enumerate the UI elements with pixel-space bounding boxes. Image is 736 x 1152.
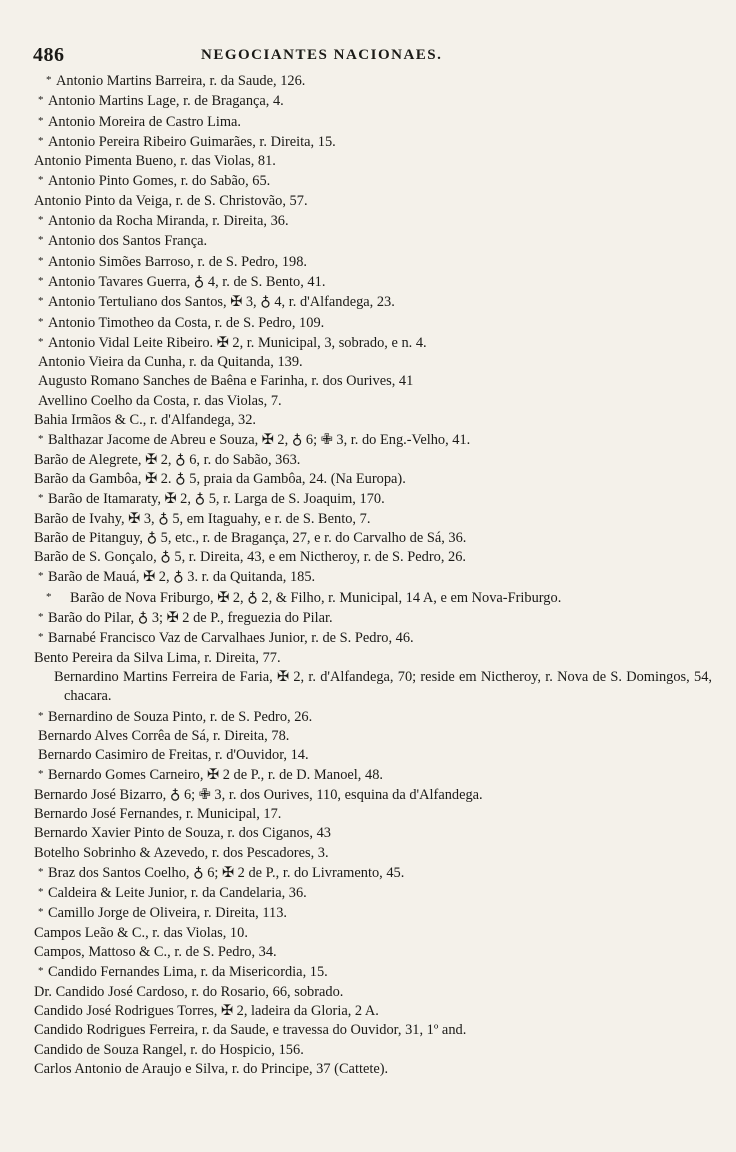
entry-marker: * xyxy=(38,274,44,287)
directory-entry xyxy=(32,765,712,785)
entry-marker: * xyxy=(38,492,44,505)
running-head: NEGOCIANTES NACIONAES. xyxy=(201,47,443,63)
entry-text: Barão de Pitanguy, ♁ 5, etc., r. de Bragança, 27, e r. do Carvalho de Sá, 36. xyxy=(34,529,467,546)
entry-text: Caldeira & Leite Junior, r. da Candelaria, 36. xyxy=(48,885,307,902)
entry-marker: * xyxy=(38,254,44,267)
directory-entry xyxy=(32,292,712,312)
entry-text: Barão de Nova Friburgo, ✠ 2, ♁ 2, & Filho, r. Municipal, 14 A, e em Nova-Friburgo. xyxy=(70,589,562,606)
entry-marker: * xyxy=(38,709,44,722)
directory-entry xyxy=(32,824,712,843)
entry-text: Avellino Coelho da Costa, r. das Violas, 7. xyxy=(38,392,282,409)
entry-text: Antonio Pinto Gomes, r. do Sabão, 65. xyxy=(48,173,271,190)
directory-entry xyxy=(32,863,712,883)
entry-text: Barão de Itamaraty, ✠ 2, ♁ 5, r. Larga de S. Joaquim, 170. xyxy=(48,491,385,508)
entry-text: Barão da Gambôa, ✠ 2. ♁ 5, praia da Gambôa, 24. (Na Europa). xyxy=(34,470,406,487)
entry-text: Antonio da Rocha Miranda, r. Direita, 36. xyxy=(48,213,289,230)
entry-text: Augusto Romano Sanches de Baêna e Farinha, r. dos Ourives, 41 xyxy=(38,373,414,390)
directory-entry xyxy=(32,392,712,411)
entry-marker: * xyxy=(38,611,44,624)
directory-entry xyxy=(32,71,712,91)
directory-entry xyxy=(32,272,712,292)
directory-entry xyxy=(32,1002,712,1021)
directory-entry xyxy=(32,152,712,171)
directory-entry xyxy=(32,430,712,450)
entry-text: Antonio Tavares Guerra, ♁ 4, r. de S. Bento, 41. xyxy=(48,273,326,290)
entry-marker: * xyxy=(38,631,44,644)
entry-marker: * xyxy=(38,433,44,446)
entry-text: Antonio Tertuliano dos Santos, ✠ 3, ♁ 4, r. d'Alfandega, 23. xyxy=(48,294,395,311)
entry-marker: * xyxy=(38,886,44,899)
entry-marker: * xyxy=(46,590,52,603)
directory-entry xyxy=(32,372,712,391)
page-number: 486 xyxy=(33,44,65,66)
directory-entry xyxy=(32,943,712,962)
directory-entry xyxy=(32,649,712,668)
entry-marker: * xyxy=(38,335,44,348)
entry-text: Bernardo Xavier Pinto de Souza, r. dos Ciganos, 43 xyxy=(34,825,331,842)
entry-text: Bernardino de Souza Pinto, r. de S. Pedro, 26. xyxy=(48,708,313,725)
entry-text: Antonio Moreira de Castro Lima. xyxy=(48,113,242,130)
directory-entry xyxy=(32,962,712,982)
entry-text: Barão de Ivahy, ✠ 3, ♁ 5, em Itaguahy, e r. de S. Bento, 7. xyxy=(34,510,371,527)
directory-entry xyxy=(32,548,712,567)
directory-entry xyxy=(32,171,712,191)
directory-entry xyxy=(32,1041,712,1060)
directory-entry xyxy=(32,1060,712,1079)
directory-entry xyxy=(32,470,712,489)
entry-text: Barnabé Francisco Vaz de Carvalhaes Junior, r. de S. Pedro, 46. xyxy=(48,630,414,647)
directory-entry xyxy=(32,746,712,765)
entry-text: Antonio Pinto da Veiga, r. de S. Christovão, 57. xyxy=(34,192,308,209)
directory-entry xyxy=(32,786,712,805)
entry-marker: * xyxy=(38,134,44,147)
merchant-list xyxy=(32,71,712,1079)
directory-entry xyxy=(32,983,712,1002)
entry-marker: * xyxy=(38,315,44,328)
directory-entry xyxy=(32,132,712,152)
directory-entry xyxy=(32,529,712,548)
directory-entry xyxy=(32,333,712,353)
entry-text: Bento Pereira da Silva Lima, r. Direita, 77. xyxy=(34,649,281,666)
directory-entry xyxy=(32,608,712,628)
entry-text: Bernardo Casimiro de Freitas, r. d'Ouvidor, 14. xyxy=(38,747,309,764)
entry-marker: * xyxy=(38,174,44,187)
entry-text: Antonio Simões Barroso, r. de S. Pedro, 198. xyxy=(48,253,308,270)
entry-text: Barão de Alegrete, ✠ 2, ♁ 6, r. do Sabão, 363. xyxy=(34,451,301,468)
directory-entry xyxy=(32,211,712,231)
directory-entry xyxy=(32,112,712,132)
entry-marker: * xyxy=(38,865,44,878)
entry-text: Candido Rodrigues Ferreira, r. da Saude, e travessa do Ouvidor, 31, 1º and. xyxy=(34,1022,467,1039)
directory-entry xyxy=(32,805,712,824)
entry-text: Bernardo José Fernandes, r. Municipal, 17. xyxy=(34,805,282,822)
entry-text: Antonio Timotheo da Costa, r. de S. Pedro, 109. xyxy=(48,314,325,331)
directory-entry xyxy=(32,451,712,470)
entry-text: Antonio Vidal Leite Ribeiro. ✠ 2, r. Municipal, 3, sobrado, e n. 4. xyxy=(48,334,427,351)
directory-entry xyxy=(32,883,712,903)
entry-text: Candido José Rodrigues Torres, ✠ 2, ladeira da Gloria, 2 A. xyxy=(34,1002,379,1019)
entry-text: Antonio Martins Barreira, r. da Saude, 126. xyxy=(56,73,306,89)
entry-text: Bernardo José Bizarro, ♁ 6; ✙ 3, r. dos Ourives, 110, esquina da d'Alfandega. xyxy=(34,786,483,803)
directory-entry xyxy=(32,510,712,529)
directory-entry xyxy=(32,313,712,333)
entry-text: Carlos Antonio de Araujo e Silva, r. do Principe, 37 (Cattete). xyxy=(34,1060,389,1077)
entry-text: Antonio dos Santos França. xyxy=(48,233,208,250)
entry-text: Candido Fernandes Lima, r. da Misericordia, 15. xyxy=(48,964,328,981)
entry-text: Antonio Vieira da Cunha, r. da Quitanda, 139. xyxy=(38,354,303,371)
directory-entry xyxy=(32,668,712,707)
entry-text: Botelho Sobrinho & Azevedo, r. dos Pescadores, 3. xyxy=(34,844,329,861)
directory-entry xyxy=(32,903,712,923)
directory-entry xyxy=(32,231,712,251)
directory-entry xyxy=(32,192,712,211)
entry-marker: * xyxy=(38,114,44,127)
entry-text: Barão de Mauá, ✠ 2, ♁ 3. r. da Quitanda, 185. xyxy=(48,569,316,586)
entry-text: Candido de Souza Rangel, r. do Hospicio, 156. xyxy=(34,1041,304,1058)
entry-text: Balthazar Jacome de Abreu e Souza, ✠ 2, ♁ 6; ✙ 3, r. do Eng.-Velho, 41. xyxy=(48,432,471,449)
entry-marker: * xyxy=(38,214,44,227)
entry-text: Barão de S. Gonçalo, ♁ 5, r. Direita, 43, e em Nictheroy, r. de S. Pedro, 26. xyxy=(34,549,467,566)
entry-marker: * xyxy=(38,906,44,919)
entry-text: Campos Leão & C., r. das Violas, 10. xyxy=(34,924,248,941)
entry-text: Barão do Pilar, ♁ 3; ✠ 2 de P., freguezia do Pilar. xyxy=(48,610,333,627)
directory-entry xyxy=(32,707,712,727)
entry-marker: * xyxy=(38,570,44,583)
entry-text: Bahia Irmãos & C., r. d'Alfandega, 32. xyxy=(34,412,257,429)
entry-text: Bernardino Martins Ferreira de Faria, ✠ 2, r. d'Alfandega, 70; reside em Nictheroy, r. Nova de S. Domingos, 54, chacara. xyxy=(54,668,712,705)
entry-text: Camillo Jorge de Oliveira, r. Direita, 113. xyxy=(48,905,287,922)
directory-entry xyxy=(32,924,712,943)
entry-marker: * xyxy=(38,768,44,781)
directory-entry xyxy=(32,91,712,111)
entry-marker: * xyxy=(38,965,44,978)
entry-text: Dr. Candido José Cardoso, r. do Rosario, 66, sobrado. xyxy=(34,983,344,1000)
directory-entry xyxy=(32,844,712,863)
directory-entry xyxy=(32,1021,712,1040)
entry-text: Antonio Pereira Ribeiro Guimarães, r. Direita, 15. xyxy=(48,133,336,150)
entry-marker: * xyxy=(38,94,44,107)
entry-text: Antonio Pimenta Bueno, r. das Violas, 81. xyxy=(34,153,276,170)
entry-text: Antonio Martins Lage, r. de Bragança, 4. xyxy=(48,93,284,110)
directory-entry xyxy=(32,628,712,648)
directory-entry xyxy=(32,727,712,746)
directory-entry xyxy=(32,489,712,509)
directory-entry xyxy=(32,588,712,608)
entry-marker: * xyxy=(46,74,52,86)
directory-entry xyxy=(32,353,712,372)
entry-text: Bernardo Gomes Carneiro, ✠ 2 de P., r. de D. Manoel, 48. xyxy=(48,767,383,784)
directory-entry xyxy=(32,252,712,272)
entry-text: Bernardo Alves Corrêa de Sá, r. Direita, 78. xyxy=(38,727,290,744)
page-header xyxy=(33,44,713,68)
entry-text: Braz dos Santos Coelho, ♁ 6; ✠ 2 de P., r. do Livramento, 45. xyxy=(48,864,405,881)
directory-entry xyxy=(32,567,712,587)
entry-text: Campos, Mattoso & C., r. de S. Pedro, 34. xyxy=(34,944,277,961)
directory-entry xyxy=(32,411,712,430)
entry-marker: * xyxy=(38,234,44,247)
entry-marker: * xyxy=(38,295,44,308)
